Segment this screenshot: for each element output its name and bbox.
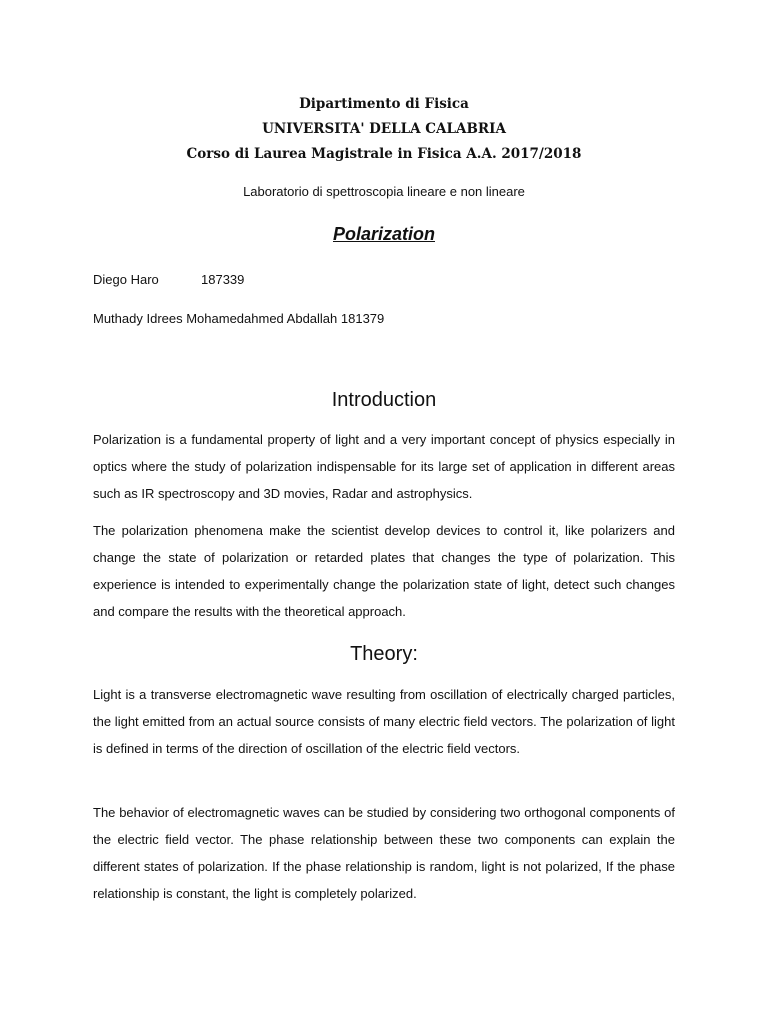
course-heading: Corso di Laurea Magistrale in Fisica A.A. 2017/2018 xyxy=(186,146,582,162)
theory-paragraph-1: Light is a transverse electromagnetic wave resulting from oscillation of electrically charged particles, the light emitted from an actual source consists of many electric field vectors. The polarization of light is defined in terms of the direction of oscillation of the electric field vectors. xyxy=(93,687,675,756)
author-1-name: Diego Haro xyxy=(93,272,159,287)
author-1 xyxy=(93,272,245,287)
document-title: Polarization xyxy=(332,224,435,244)
intro-paragraph-2: The polarization phenomena make the scientist develop devices to control it, like polarizers and change the state of polarization or retarded plates that changes the type of polarization. This experience is intended to experimentally change the polarization state of light, detect such changes and compare the results with the theoretical approach. xyxy=(93,523,675,619)
lab-subtitle: Laboratorio di spettroscopia lineare e non lineare xyxy=(243,184,525,199)
department-heading: Dipartimento di Fisica xyxy=(299,96,469,112)
intro-paragraph-1: Polarization is a fundamental property of light and a very important concept of physics especially in optics where the study of polarization indispensable for its large set of application in different areas such as IR spectroscopy and 3D movies, Radar and astrophysics. xyxy=(93,432,675,501)
author-2: Muthady Idrees Mohamedahmed Abdallah 181379 xyxy=(93,311,385,326)
author-1-id: 187339 xyxy=(201,272,245,287)
theory-heading: Theory: xyxy=(350,643,418,665)
introduction-heading: Introduction xyxy=(331,389,437,411)
university-heading: UNIVERSITA' DELLA CALABRIA xyxy=(262,121,506,137)
theory-paragraph-2: The behavior of electromagnetic waves can be studied by considering two orthogonal components of the electric field vector. The phase relationship between these two components can explain the different states of polarization. If the phase relationship is random, light is not polarized, If the phase relationship is constant, the light is completely polarized. xyxy=(93,805,675,901)
